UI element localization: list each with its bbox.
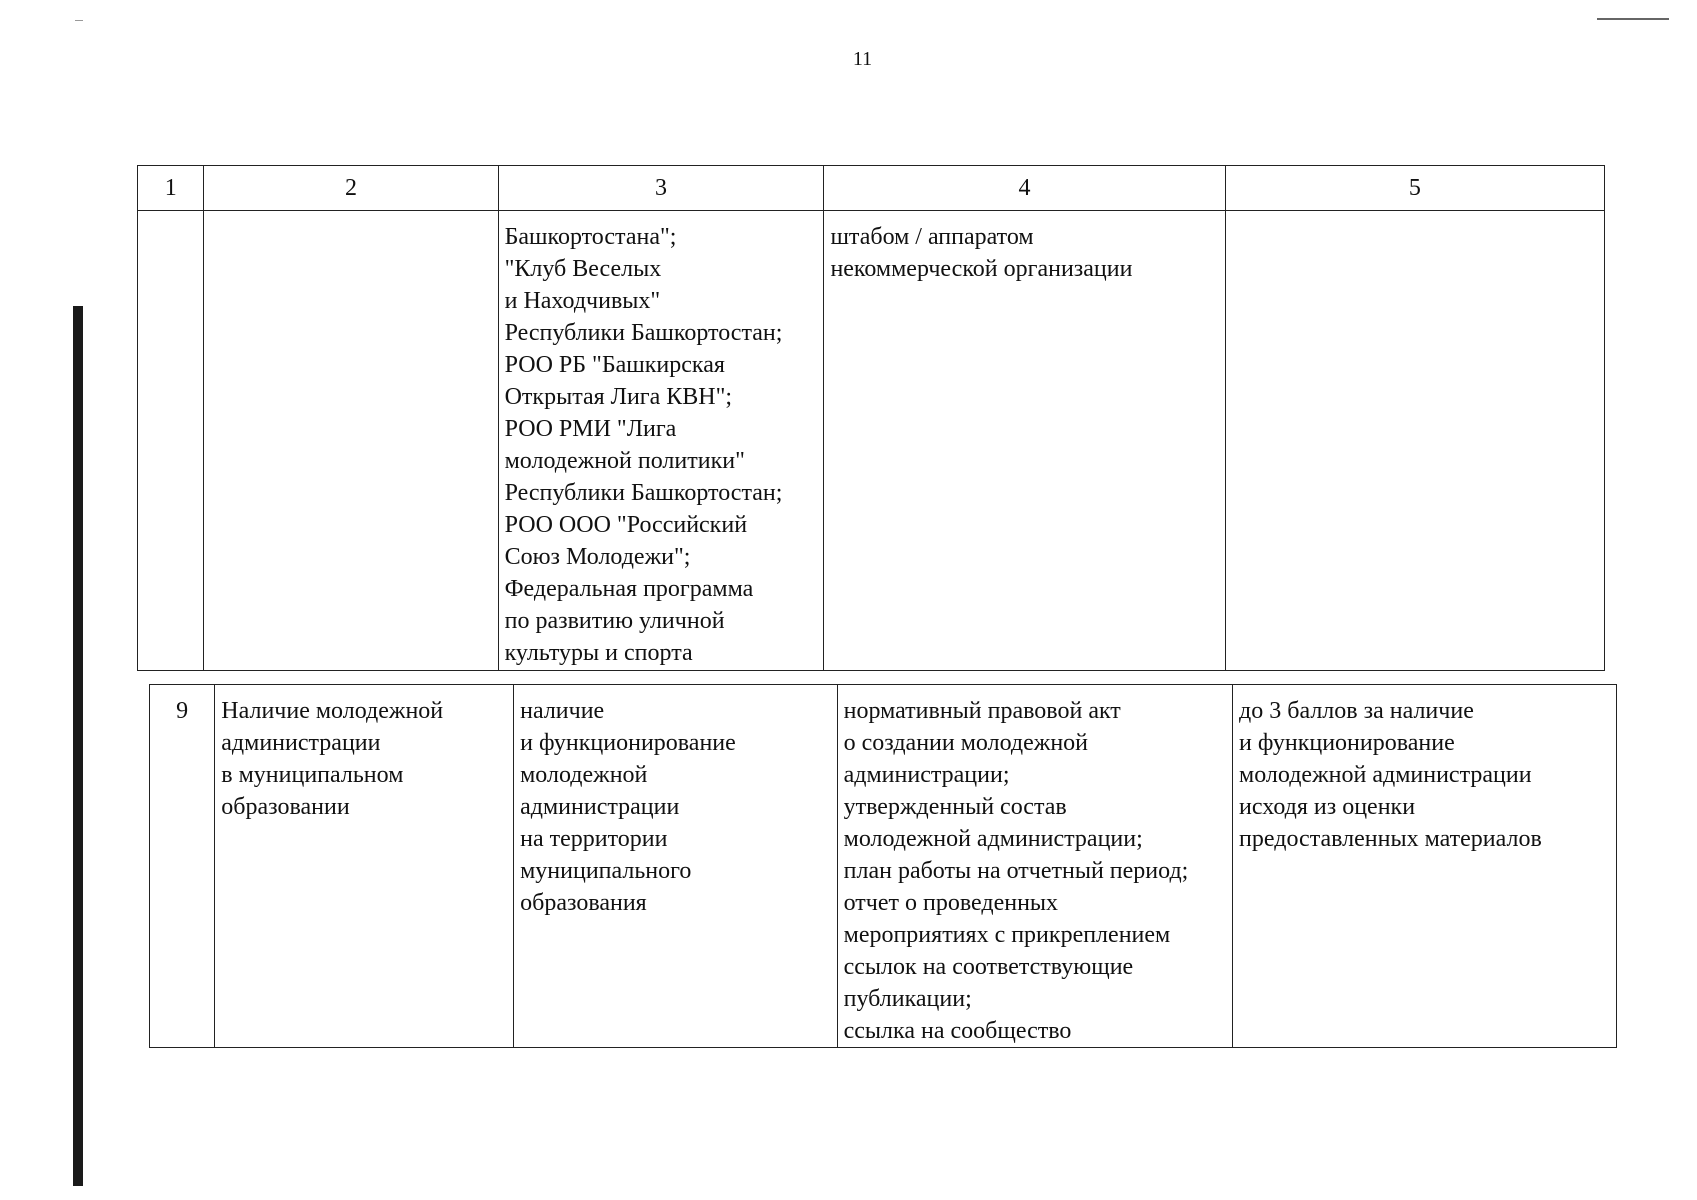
cell-description: Башкортостана"; "Клуб Веселых и Находчивых" Республики Башкортостан; РОО РБ "Башкирская Открытая Лига КВН"; РОО РМИ "Лига молодежной политики" Республики Башкортостан; РОО ООО "Российский Союз Молодежи"; Федеральная программа по развитию уличной культуры и спорта — [498, 211, 824, 671]
scan-edge-bar — [73, 306, 83, 1186]
page-number: 11 — [852, 48, 873, 70]
cell-number — [138, 211, 204, 671]
header-col-2: 2 — [204, 166, 498, 211]
table-header-row — [138, 166, 1605, 211]
table-row-9 — [150, 685, 1617, 1048]
scan-artifact-mark — [75, 20, 83, 21]
cell-documents: штабом / аппаратом некоммерческой организации — [824, 211, 1225, 671]
cell-scoring: до 3 баллов за наличие и функционирование молодежной администрации исходя из оценки предоставленных материалов — [1233, 685, 1617, 1048]
criteria-table-upper — [137, 165, 1605, 671]
header-col-5: 5 — [1225, 166, 1604, 211]
cell-scoring — [1225, 211, 1604, 671]
header-col-1: 1 — [138, 166, 204, 211]
criteria-table-lower — [149, 684, 1617, 1048]
cell-number: 9 — [150, 685, 215, 1048]
cell-criterion — [204, 211, 498, 671]
table-row-continuation — [138, 211, 1605, 671]
cell-criterion: Наличие молодежной администрации в муниципальном образовании — [215, 685, 514, 1048]
scan-artifact-line — [1597, 18, 1669, 20]
header-col-4: 4 — [824, 166, 1225, 211]
header-col-3: 3 — [498, 166, 824, 211]
cell-description: наличие и функционирование молодежной администрации на территории муниципального образования — [514, 685, 838, 1048]
cell-documents: нормативный правовой акт о создании молодежной администрации; утвержденный состав молодежной администрации; план работы на отчетный период; отчет о проведенных мероприятиях с прикреплением ссылок на соответствующие публикации; ссылка на сообщество — [837, 685, 1232, 1048]
